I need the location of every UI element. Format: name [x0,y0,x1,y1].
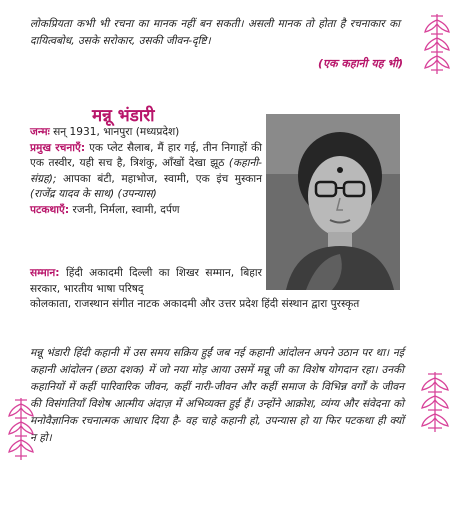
works-note-3: (उपन्यास) [117,188,157,200]
author-name: मन्नू भंडारी [92,106,155,126]
floral-ornament-bottom-right-icon [416,370,454,434]
works-note-1: (कहानी-संग्रह); [30,157,262,185]
birth-label: जन्मः [30,126,50,138]
floral-ornament-top-right-icon [420,12,454,76]
works-line-1: एक प्लेट सैलाब, मैं हार गई, तीन निगाहों की एक तस्वीर, यही सच है, त्रिशंकु, आँखों देखा झूठ [30,141,262,169]
birth-value: सन् 1931, भानपुरा (मध्यप्रदेश) [53,126,180,138]
works-note-2: (राजेंद्र यादव के साथ) [30,188,115,200]
awards-label: सम्मान: [30,267,60,279]
opening-quote: लोकप्रियता कभी भी रचना का मानक नहीं बन सकती। असली मानक तो होता है रचनाकार का दायित्वबोध, उसके सरोकार, उसकी जीवन-दृष्टि। [30,18,400,47]
awards-head-text: हिंदी अकादमी दिल्ली का शिखर सम्मान, बिहार सरकार, भारतीय भाषा परिषद् [30,267,262,295]
works-label: प्रमुख रचनाएँ: [30,141,86,154]
awards-tail: कोलकाता, राजस्थान संगीत नाटक अकादमी और उत्तर प्रदेश हिंदी संस्थान द्वारा पुरस्कृत [30,298,360,310]
works-line-2: आपका बंटी, महाभोज, स्वामी, एक इंच मुस्कान [63,172,263,185]
screenplays-value: रजनी, निर्मला, स्वामी, दर्पण [72,203,180,216]
quote-source: (एक कहानी यह भी) [318,57,403,70]
author-portrait [266,114,400,290]
floral-ornament-left-icon [4,396,38,462]
screenplays-label: पटकथाएँ: [30,203,70,216]
awards-head [30,266,262,297]
author-bio [30,125,262,218]
author-introduction: मन्नू भंडारी हिंदी कहानी में उस समय सक्रिय हुईं जब नई कहानी आंदोलन अपने उठान पर था। नई कहानी आंदोलन (छठा दशक) में जो नया मोड़ आया उसमें मन्नू जी का विशेष योगदान रहा। उनकी कहानियों में कहीं पारिवारिक जीवन, कहीं नारी-जीवन और कहीं समाज के विभिन्न वर्गों के जीवन की विसंगतियाँ विशेष आत्मीय अंदाज़ में अभिव्यक्त हुई हैं। उन्होंने आक्रोश, व्यंग्य और संवेदना को मनोवैज्ञानिक रचनात्मक आधार दिया है- वह चाहे कहानी हो, उपन्यास हो या फिर पटकथा ही क्यों न हो। [30,347,404,444]
